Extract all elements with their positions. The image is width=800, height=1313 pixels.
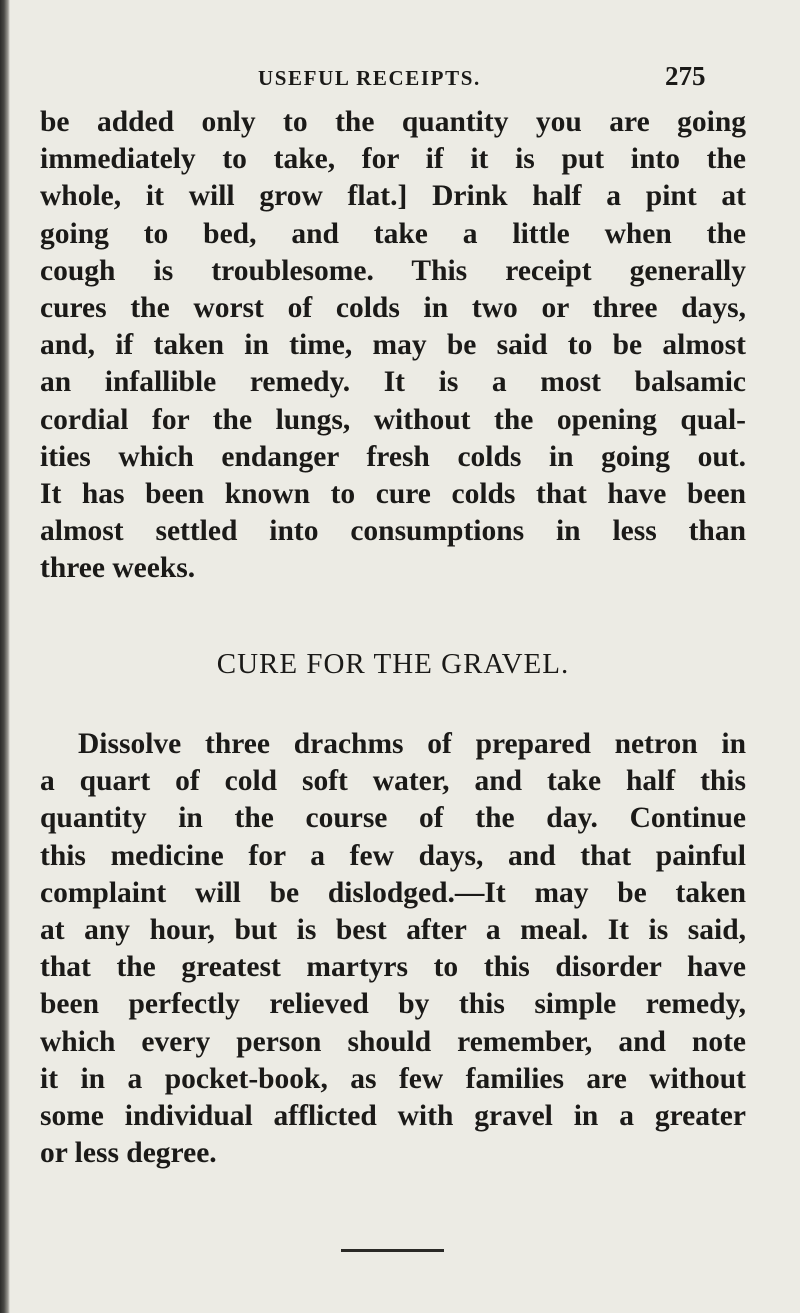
- text-line: Dissolve three drachms of prepared netron in: [78, 728, 746, 760]
- section-heading: CURE FOR THE GRAVEL.: [216, 648, 570, 680]
- text-line: that the greatest martyrs to this disorder have: [40, 951, 746, 984]
- paragraph-gravel-remedy: [40, 726, 746, 1172]
- text-line: which every person should remember, and note: [40, 1025, 746, 1058]
- text-line: It has been known to cure colds that have been: [40, 477, 746, 510]
- end-rule: [341, 1249, 444, 1252]
- text-line: complaint will be dislodged.—It may be taken: [40, 876, 746, 909]
- text-line: quantity in the course of the day. Continue: [40, 802, 746, 835]
- page-number: 275: [665, 61, 706, 91]
- text-line: at any hour, but is best after a meal. It is said,: [40, 913, 746, 946]
- text-line: it in a pocket-book, as few families are without: [40, 1062, 746, 1095]
- text-line: cough is troublesome. This receipt generally: [40, 254, 746, 287]
- text-line: three weeks.: [40, 552, 196, 585]
- text-line: going to bed, and take a little when the: [40, 217, 746, 250]
- running-head: USEFUL RECEIPTS.: [258, 66, 481, 90]
- text-line: this medicine for a few days, and that painful: [40, 839, 746, 872]
- text-line: ities which endanger fresh colds in going out.: [40, 440, 746, 473]
- paragraph-cough-receipt-continued: [40, 104, 746, 587]
- text-line: be added only to the quantity you are going: [40, 106, 746, 138]
- text-line: been perfectly relieved by this simple remedy,: [40, 988, 746, 1021]
- text-line: whole, it will grow flat.] Drink half a pint at: [40, 180, 746, 213]
- text-line: immediately to take, for if it is put into the: [40, 143, 746, 176]
- page-binding-edge: [0, 0, 10, 1313]
- text-line: or less degree.: [40, 1137, 217, 1170]
- text-line: cures the worst of colds in two or three days,: [40, 291, 746, 324]
- text-line: cordial for the lungs, without the opening qual-: [40, 403, 746, 436]
- text-line: an infallible remedy. It is a most balsamic: [40, 366, 746, 399]
- text-line: almost settled into consumptions in less than: [40, 515, 746, 548]
- text-line: a quart of cold soft water, and take half this: [40, 765, 746, 798]
- text-line: and, if taken in time, may be said to be almost: [40, 329, 746, 362]
- text-line: some individual afflicted with gravel in a greater: [40, 1099, 746, 1132]
